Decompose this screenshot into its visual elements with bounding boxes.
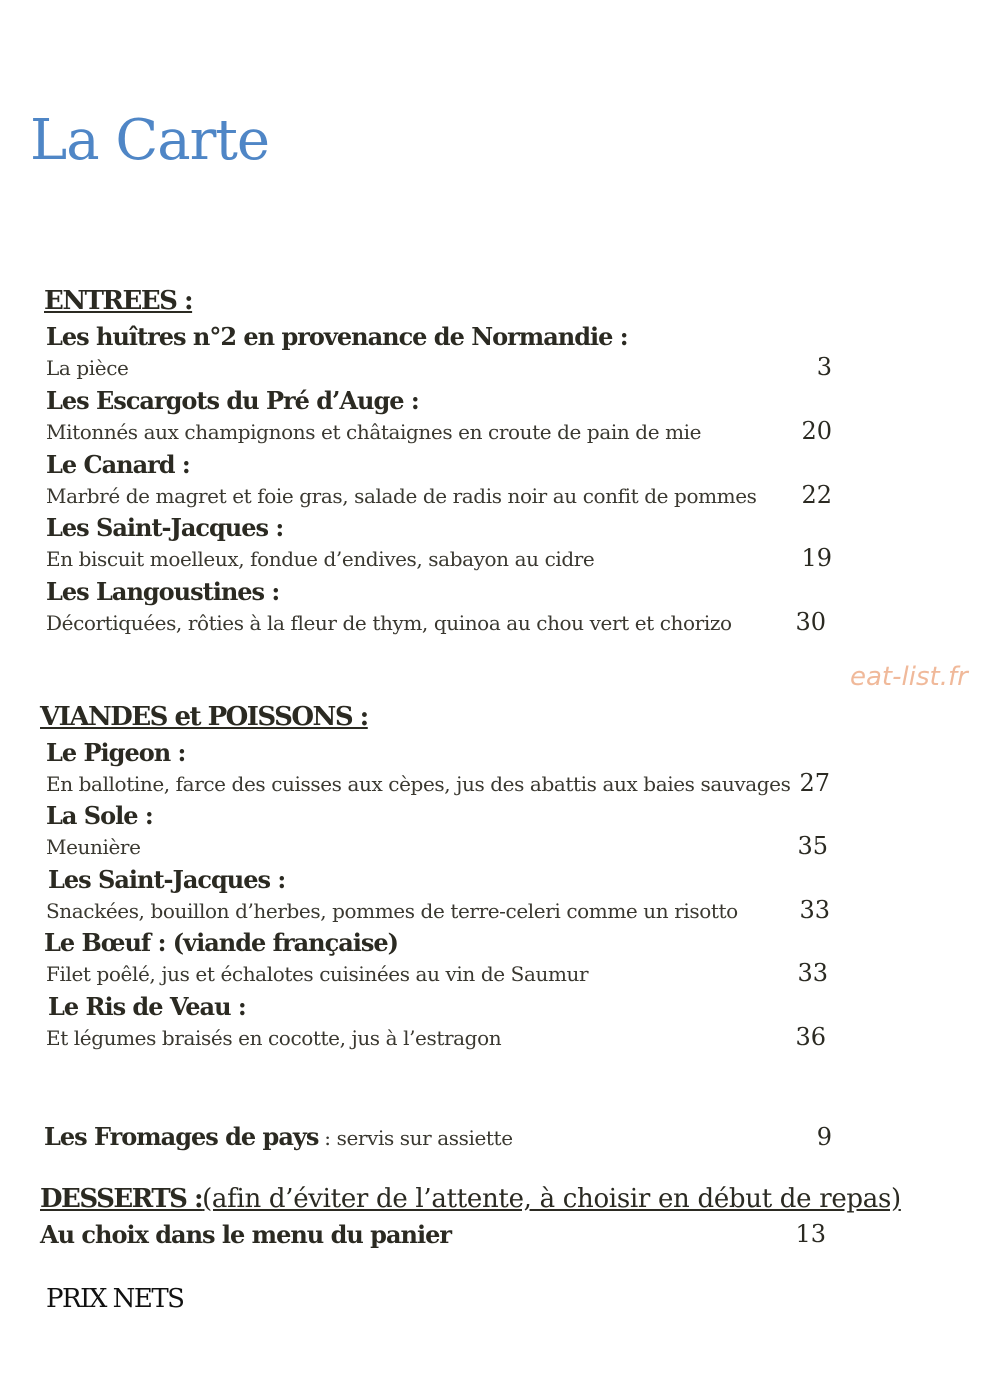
page-title: La Carte <box>30 108 270 173</box>
fromages-line <box>44 1122 513 1151</box>
dish-price-saint-jacques-plat: 33 <box>799 896 830 924</box>
dish-price-escargots: 20 <box>801 417 832 445</box>
dish-name-boeuf: Le Bœuf : (viande française) <box>44 928 399 957</box>
dish-name-sole: La Sole : <box>46 801 153 830</box>
dish-desc-canard: Marbré de magret et foie gras, salade de radis noir au confit de pommes <box>46 484 757 508</box>
fromages-price: 9 <box>816 1123 832 1151</box>
dish-desc-langoustines: Décortiquées, rôties à la fleur de thym, quinoa au chou vert et chorizo <box>46 611 732 635</box>
dish-desc-pigeon: En ballotine, farce des cuisses aux cèpes, jus des abattis aux baies sauvages <box>46 772 791 796</box>
dish-name-canard: Le Canard : <box>46 450 190 479</box>
dish-desc-escargots: Mitonnés aux champignons et châtaignes en croute de pain de mie <box>46 420 702 444</box>
dish-price-huitres: 3 <box>816 353 832 381</box>
dish-price-ris-de-veau: 36 <box>795 1023 826 1051</box>
dish-price-pigeon: 27 <box>799 769 830 797</box>
desserts-note: (afin d’éviter de l’attente, à choisir en début de repas) <box>202 1184 901 1214</box>
dish-desc-saint-jacques-plat: Snackées, bouillon d’herbes, pommes de terre-celeri comme un risotto <box>46 899 738 923</box>
watermark: eat-list.fr <box>850 662 968 692</box>
prix-nets-note: PRIX NETS <box>46 1284 184 1314</box>
dish-name-huitres: Les huîtres n°2 en provenance de Normandie : <box>46 322 628 351</box>
fromages-desc: : servis sur assiette <box>318 1126 513 1150</box>
dish-price-canard: 22 <box>801 481 832 509</box>
dish-name-ris-de-veau: Le Ris de Veau : <box>48 992 246 1021</box>
section-heading-viandes-poissons: VIANDES et POISSONS : <box>40 702 368 732</box>
dish-name-saint-jacques-plat: Les Saint-Jacques : <box>48 865 286 894</box>
desserts-heading-label: DESSERTS : <box>40 1184 203 1214</box>
desserts-price: 13 <box>795 1220 826 1248</box>
dish-price-saint-jacques-entree: 19 <box>801 544 832 572</box>
dish-name-langoustines: Les Langoustines : <box>46 577 280 606</box>
dish-desc-saint-jacques-entree: En biscuit moelleux, fondue d’endives, sabayon au cidre <box>46 547 595 571</box>
dish-name-escargots: Les Escargots du Pré d’Auge : <box>46 386 419 415</box>
desserts-item: Au choix dans le menu du panier <box>40 1220 451 1249</box>
dish-price-boeuf: 33 <box>797 959 828 987</box>
fromages-name: Les Fromages de pays <box>44 1122 319 1151</box>
dish-desc-ris-de-veau: Et légumes braisés en cocotte, jus à l’estragon <box>46 1026 502 1050</box>
dish-price-langoustines: 30 <box>795 608 826 636</box>
dish-price-sole: 35 <box>797 832 828 860</box>
dish-name-pigeon: Le Pigeon : <box>46 738 186 767</box>
section-heading-entrees: ENTREES : <box>44 286 193 316</box>
dish-name-saint-jacques-entree: Les Saint-Jacques : <box>46 513 284 542</box>
dish-desc-boeuf: Filet poêlé, jus et échalotes cuisinées au vin de Saumur <box>46 962 589 986</box>
dish-desc-sole: Meunière <box>46 835 141 859</box>
dish-desc-huitres: La pièce <box>46 356 129 380</box>
section-heading-desserts <box>40 1184 901 1214</box>
